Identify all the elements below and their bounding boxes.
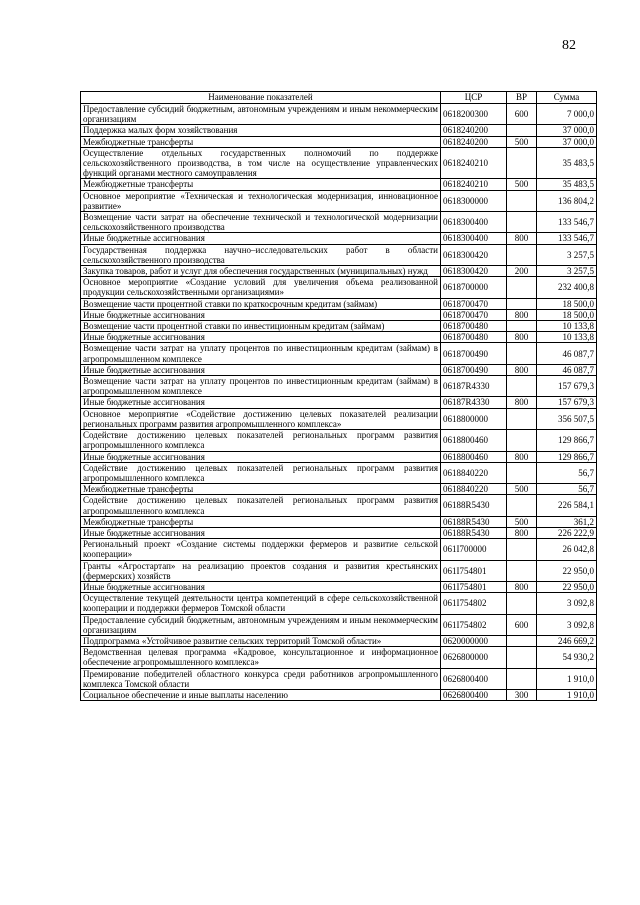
cell-name: Основное мероприятие «Техническая и технологическая модернизация, инновационное развитие» bbox=[81, 190, 441, 211]
table-row bbox=[81, 212, 597, 233]
table-header-row bbox=[81, 92, 597, 104]
cell-sum: 133 546,7 bbox=[537, 212, 597, 233]
cell-sum: 3 092,8 bbox=[537, 614, 597, 635]
cell-sum: 46 087,7 bbox=[537, 364, 597, 375]
cell-sum: 3 257,5 bbox=[537, 266, 597, 277]
cell-vr bbox=[507, 430, 537, 451]
cell-csr: 0626800400 bbox=[441, 668, 507, 689]
cell-sum: 26 042,8 bbox=[537, 539, 597, 560]
table-row bbox=[81, 244, 597, 265]
cell-name: Иные бюджетные ассигнования bbox=[81, 309, 441, 320]
table-row bbox=[81, 343, 597, 364]
cell-csr: 0618240200 bbox=[441, 125, 507, 136]
cell-name: Предоставление субсидий бюджетным, автономным учреждениям и иным некоммерческим организациям bbox=[81, 614, 441, 635]
table-row bbox=[81, 451, 597, 462]
table-row bbox=[81, 614, 597, 635]
cell-sum: 18 500,0 bbox=[537, 309, 597, 320]
cell-vr: 600 bbox=[507, 614, 537, 635]
cell-vr bbox=[507, 462, 537, 483]
cell-csr: 0618300420 bbox=[441, 266, 507, 277]
cell-sum: 1 910,0 bbox=[537, 689, 597, 700]
table-row bbox=[81, 593, 597, 614]
cell-vr: 600 bbox=[507, 104, 537, 125]
cell-name: Поддержка малых форм хозяйствования bbox=[81, 125, 441, 136]
cell-csr: 0618300400 bbox=[441, 212, 507, 233]
table-row bbox=[81, 397, 597, 408]
cell-name: Иные бюджетные ассигнования bbox=[81, 451, 441, 462]
cell-csr: 0618840220 bbox=[441, 484, 507, 495]
cell-csr: 061I754801 bbox=[441, 581, 507, 592]
cell-vr: 800 bbox=[507, 581, 537, 592]
cell-sum: 7 000,0 bbox=[537, 104, 597, 125]
cell-name: Содействие достижению целевых показателей региональных программ развития агропромышленного комплекса bbox=[81, 430, 441, 451]
cell-vr: 800 bbox=[507, 397, 537, 408]
cell-vr bbox=[507, 376, 537, 397]
cell-sum: 22 950,0 bbox=[537, 560, 597, 581]
cell-name: Региональный проект «Создание системы поддержки фермеров и развитие сельской кооперации» bbox=[81, 539, 441, 560]
cell-csr: 0618700490 bbox=[441, 343, 507, 364]
table-row bbox=[81, 635, 597, 646]
header-vr: ВР bbox=[507, 92, 537, 104]
cell-name: Возмещение части затрат на уплату процентов по инвестиционным кредитам (займам) в агропромышленном комплексе bbox=[81, 376, 441, 397]
cell-csr: 06188R5430 bbox=[441, 495, 507, 516]
cell-csr: 0618240210 bbox=[441, 147, 507, 179]
cell-vr bbox=[507, 277, 537, 298]
cell-vr bbox=[507, 539, 537, 560]
cell-csr: 0618700490 bbox=[441, 364, 507, 375]
cell-vr: 300 bbox=[507, 689, 537, 700]
cell-vr bbox=[507, 244, 537, 265]
cell-csr: 06187R4330 bbox=[441, 376, 507, 397]
cell-sum: 22 950,0 bbox=[537, 581, 597, 592]
table-row bbox=[81, 179, 597, 190]
cell-csr: 0618200300 bbox=[441, 104, 507, 125]
table-row bbox=[81, 560, 597, 581]
cell-csr: 0618700480 bbox=[441, 321, 507, 332]
cell-vr: 800 bbox=[507, 527, 537, 538]
cell-sum: 10 133,8 bbox=[537, 332, 597, 343]
table-row bbox=[81, 668, 597, 689]
table-row bbox=[81, 190, 597, 211]
cell-csr: 061I700000 bbox=[441, 539, 507, 560]
cell-sum: 129 866,7 bbox=[537, 430, 597, 451]
cell-vr bbox=[507, 190, 537, 211]
cell-sum: 37 000,0 bbox=[537, 125, 597, 136]
cell-name: Межбюджетные трансферты bbox=[81, 179, 441, 190]
cell-vr bbox=[507, 321, 537, 332]
cell-csr: 061I754802 bbox=[441, 614, 507, 635]
cell-vr: 800 bbox=[507, 364, 537, 375]
cell-name: Иные бюджетные ассигнования bbox=[81, 233, 441, 244]
cell-csr: 0626800000 bbox=[441, 647, 507, 668]
cell-name: Государственная поддержка научно–исследовательских работ в области сельскохозяйственного производства bbox=[81, 244, 441, 265]
cell-csr: 0618300420 bbox=[441, 244, 507, 265]
cell-sum: 1 910,0 bbox=[537, 668, 597, 689]
table-row bbox=[81, 136, 597, 147]
cell-name: Социальное обеспечение и иные выплаты населению bbox=[81, 689, 441, 700]
cell-vr bbox=[507, 495, 537, 516]
table-row bbox=[81, 233, 597, 244]
table-row bbox=[81, 266, 597, 277]
cell-csr: 0618800460 bbox=[441, 430, 507, 451]
cell-csr: 0618300000 bbox=[441, 190, 507, 211]
cell-sum: 246 669,2 bbox=[537, 635, 597, 646]
cell-vr: 800 bbox=[507, 309, 537, 320]
cell-csr: 06187R4330 bbox=[441, 397, 507, 408]
cell-vr bbox=[507, 147, 537, 179]
table-row bbox=[81, 581, 597, 592]
cell-name: Возмещение части процентной ставки по краткосрочным кредитам (займам) bbox=[81, 298, 441, 309]
cell-name: Иные бюджетные ассигнования bbox=[81, 527, 441, 538]
cell-name: Содействие достижению целевых показателей региональных программ развития агропромышленного комплекса bbox=[81, 495, 441, 516]
cell-sum: 54 930,2 bbox=[537, 647, 597, 668]
page-number: 82 bbox=[562, 38, 576, 53]
table-row bbox=[81, 376, 597, 397]
cell-sum: 356 507,5 bbox=[537, 408, 597, 429]
cell-name: Межбюджетные трансферты bbox=[81, 516, 441, 527]
cell-vr bbox=[507, 668, 537, 689]
cell-sum: 232 400,8 bbox=[537, 277, 597, 298]
table-row bbox=[81, 484, 597, 495]
cell-vr: 800 bbox=[507, 451, 537, 462]
cell-vr: 500 bbox=[507, 136, 537, 147]
cell-csr: 0618800000 bbox=[441, 408, 507, 429]
cell-csr: 0618240210 bbox=[441, 179, 507, 190]
cell-vr: 500 bbox=[507, 484, 537, 495]
cell-name: Иные бюджетные ассигнования bbox=[81, 332, 441, 343]
cell-name: Межбюджетные трансферты bbox=[81, 484, 441, 495]
cell-sum: 157 679,3 bbox=[537, 397, 597, 408]
cell-vr: 500 bbox=[507, 516, 537, 527]
cell-csr: 06188R5430 bbox=[441, 516, 507, 527]
cell-name: Иные бюджетные ассигнования bbox=[81, 581, 441, 592]
cell-sum: 18 500,0 bbox=[537, 298, 597, 309]
cell-name: Ведомственная целевая программа «Кадровое, консультационное и информационное обеспечение агропромышленного комплекса» bbox=[81, 647, 441, 668]
cell-sum: 37 000,0 bbox=[537, 136, 597, 147]
cell-name: Гранты «Агростартап» на реализацию проектов создания и развития крестьянских (фермерских) хозяйств bbox=[81, 560, 441, 581]
cell-sum: 56,7 bbox=[537, 484, 597, 495]
cell-csr: 0618700480 bbox=[441, 332, 507, 343]
cell-name: Осуществление текущей деятельности центра компетенций в сфере сельскохозяйственной кооперации и поддержки фермеров Томской области bbox=[81, 593, 441, 614]
cell-sum: 3 092,8 bbox=[537, 593, 597, 614]
cell-vr bbox=[507, 560, 537, 581]
cell-sum: 226 222,9 bbox=[537, 527, 597, 538]
cell-name: Возмещение части процентной ставки по инвестиционным кредитам (займам) bbox=[81, 321, 441, 332]
table-row bbox=[81, 495, 597, 516]
cell-vr bbox=[507, 593, 537, 614]
cell-sum: 56,7 bbox=[537, 462, 597, 483]
cell-vr bbox=[507, 125, 537, 136]
table-row bbox=[81, 298, 597, 309]
cell-vr bbox=[507, 212, 537, 233]
table-row bbox=[81, 647, 597, 668]
cell-name: Предоставление субсидий бюджетным, автономным учреждениям и иным некоммерческим организациям bbox=[81, 104, 441, 125]
cell-csr: 061I754801 bbox=[441, 560, 507, 581]
cell-sum: 361,2 bbox=[537, 516, 597, 527]
cell-sum: 157 679,3 bbox=[537, 376, 597, 397]
cell-vr: 800 bbox=[507, 233, 537, 244]
cell-sum: 35 483,5 bbox=[537, 179, 597, 190]
table-row bbox=[81, 462, 597, 483]
cell-name: Содействие достижению целевых показателей региональных программ развития агропромышленного комплекса bbox=[81, 462, 441, 483]
cell-csr: 0626800400 bbox=[441, 689, 507, 700]
cell-sum: 129 866,7 bbox=[537, 451, 597, 462]
cell-sum: 3 257,5 bbox=[537, 244, 597, 265]
cell-csr: 0618240200 bbox=[441, 136, 507, 147]
cell-vr bbox=[507, 408, 537, 429]
table-row bbox=[81, 527, 597, 538]
table-row bbox=[81, 689, 597, 700]
table-row bbox=[81, 309, 597, 320]
cell-vr: 500 bbox=[507, 179, 537, 190]
table-row bbox=[81, 430, 597, 451]
table-row bbox=[81, 408, 597, 429]
cell-vr bbox=[507, 647, 537, 668]
cell-sum: 226 584,1 bbox=[537, 495, 597, 516]
cell-sum: 35 483,5 bbox=[537, 147, 597, 179]
cell-name: Подпрограмма «Устойчивое развитие сельских территорий Томской области» bbox=[81, 635, 441, 646]
table-row bbox=[81, 321, 597, 332]
cell-vr: 800 bbox=[507, 332, 537, 343]
cell-name: Основное мероприятие «Содействие достижению целевых показателей реализации региональных программ развития агропромышленного комплекса» bbox=[81, 408, 441, 429]
cell-name: Основное мероприятие «Создание условий для увеличения объема реализованной продукции сельскохозяйственными организациями» bbox=[81, 277, 441, 298]
cell-sum: 46 087,7 bbox=[537, 343, 597, 364]
cell-vr bbox=[507, 343, 537, 364]
table-row bbox=[81, 125, 597, 136]
cell-csr: 0618300400 bbox=[441, 233, 507, 244]
cell-name: Возмещение части затрат на уплату процентов по инвестиционным кредитам (займам) в агропромышленном комплексе bbox=[81, 343, 441, 364]
cell-name: Иные бюджетные ассигнования bbox=[81, 397, 441, 408]
cell-name: Иные бюджетные ассигнования bbox=[81, 364, 441, 375]
cell-name: Премирование победителей областного конкурса среди работников агропромышленного комплекса Томской области bbox=[81, 668, 441, 689]
budget-table bbox=[80, 91, 597, 701]
cell-sum: 133 546,7 bbox=[537, 233, 597, 244]
table-row bbox=[81, 516, 597, 527]
cell-csr: 0618800460 bbox=[441, 451, 507, 462]
table-row bbox=[81, 539, 597, 560]
cell-name: Возмещение части затрат на обеспечение технической и технологической модернизации сельскохозяйственного производства bbox=[81, 212, 441, 233]
cell-csr: 0618700000 bbox=[441, 277, 507, 298]
cell-sum: 136 804,2 bbox=[537, 190, 597, 211]
cell-name: Осуществление отдельных государственных полномочий по поддержке сельскохозяйственного производства, в том числе на осуществление управленческих функций органами местного самоуправления bbox=[81, 147, 441, 179]
table-row bbox=[81, 277, 597, 298]
cell-vr bbox=[507, 635, 537, 646]
cell-name: Межбюджетные трансферты bbox=[81, 136, 441, 147]
cell-vr bbox=[507, 298, 537, 309]
table-row bbox=[81, 364, 597, 375]
cell-csr: 0618840220 bbox=[441, 462, 507, 483]
cell-csr: 061I754802 bbox=[441, 593, 507, 614]
table-row bbox=[81, 147, 597, 179]
cell-csr: 06188R5430 bbox=[441, 527, 507, 538]
cell-sum: 10 133,8 bbox=[537, 321, 597, 332]
cell-csr: 0618700470 bbox=[441, 309, 507, 320]
header-csr: ЦСР bbox=[441, 92, 507, 104]
cell-vr: 200 bbox=[507, 266, 537, 277]
cell-name: Закупка товаров, работ и услуг для обеспечения государственных (муниципальных) нужд bbox=[81, 266, 441, 277]
cell-csr: 0618700470 bbox=[441, 298, 507, 309]
header-sum: Сумма bbox=[537, 92, 597, 104]
cell-csr: 0620000000 bbox=[441, 635, 507, 646]
table-row bbox=[81, 104, 597, 125]
table-row bbox=[81, 332, 597, 343]
header-name: Наименование показателей bbox=[81, 92, 441, 104]
